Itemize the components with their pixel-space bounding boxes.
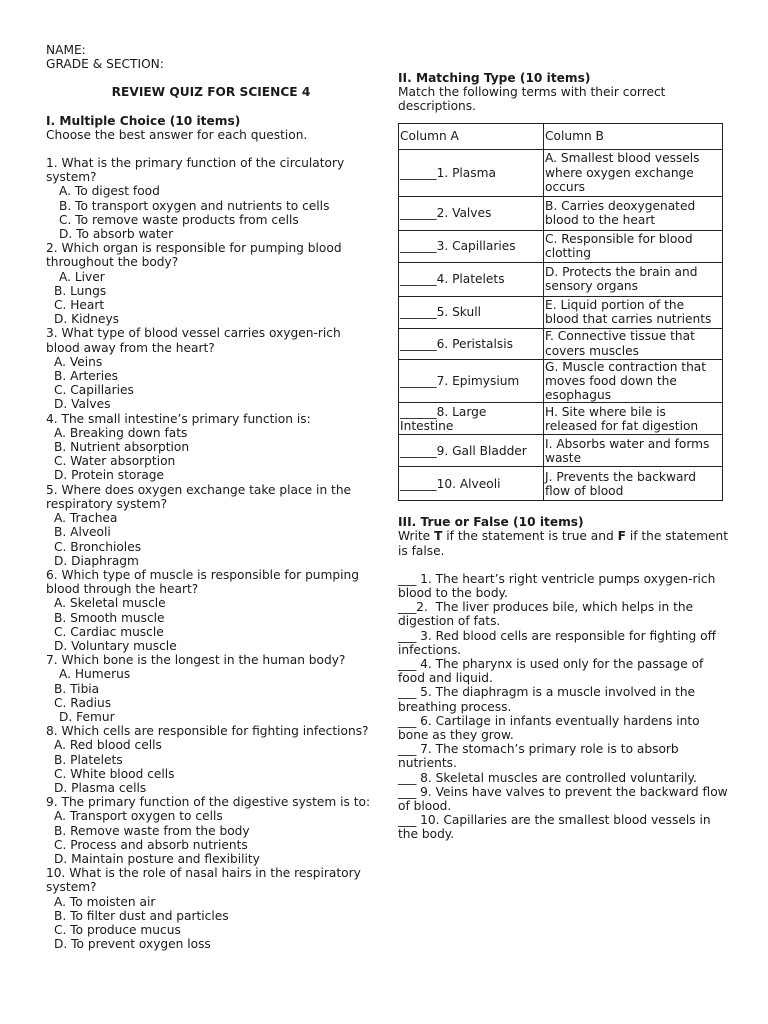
mc-option: A. Liver <box>59 269 105 284</box>
mc-option: C. Radius <box>54 695 112 710</box>
mc-option: C. Water absorption <box>54 454 176 469</box>
mc-option: C. To remove waste products from cells <box>59 212 299 227</box>
mc-option: B. To transport oxygen and nutrients to cells <box>59 198 330 213</box>
mc-option: C. Heart <box>54 298 105 313</box>
mc-option: A. To digest food <box>59 184 160 199</box>
right-column <box>398 71 732 842</box>
mc-option: D. To absorb water <box>59 227 174 242</box>
mc-option: A. Veins <box>54 354 103 369</box>
tf-item: ___2. The liver produces bile, which helps in the digestion of fats. <box>398 600 697 629</box>
column-b-cell: F. Connective tissue that covers muscles <box>544 328 723 359</box>
tf-heading: III. True or False (10 items) <box>398 515 584 530</box>
mc-question: 10. What is the role of nasal hairs in the respiratory system? <box>46 866 365 895</box>
matching-row <box>399 467 723 501</box>
mc-option: C. White blood cells <box>54 766 175 781</box>
mc-option: D. Femur <box>59 709 115 724</box>
mc-option: C. Capillaries <box>54 383 134 398</box>
column-a-cell: ______6. Peristalsis <box>399 328 544 359</box>
matching-row <box>399 359 723 403</box>
mc-option: C. Bronchioles <box>54 539 142 554</box>
column-b-cell: C. Responsible for blood clotting <box>544 230 723 262</box>
mc-question: 5. Where does oxygen exchange take place in the respiratory system? <box>46 482 355 511</box>
tf-instruction-part: if the statement is false. <box>398 529 732 558</box>
matching-header-row <box>399 123 723 149</box>
column-a-cell: ______3. Capillaries <box>399 230 544 262</box>
column-b-cell: G. Muscle contraction that moves food down the esophagus <box>544 359 723 403</box>
matching-table <box>398 123 723 502</box>
mc-instruction: Choose the best answer for each question. <box>46 127 308 142</box>
mc-option: D. Plasma cells <box>54 780 147 795</box>
column-b-cell: D. Protects the brain and sensory organs <box>544 262 723 296</box>
mc-option: B. Remove waste from the body <box>54 823 250 838</box>
mc-question: 6. Which type of muscle is responsible for pumping blood through the heart? <box>46 567 363 597</box>
mc-question: 3. What type of blood vessel carries oxygen-rich blood away from the heart? <box>46 326 345 355</box>
column-a-cell: ______1. Plasma <box>399 149 544 196</box>
column-a-header: Column A <box>399 123 544 149</box>
column-a-cell: ______10. Alveoli <box>399 467 544 501</box>
mc-option: B. Platelets <box>54 752 123 767</box>
tf-item: ___ 1. The heart’s right ventricle pumps oxygen-rich blood to the body. <box>398 571 720 601</box>
tf-item: ___ 7. The stomach’s primary role is to absorb nutrients. <box>398 742 683 771</box>
mc-option: A. Skeletal muscle <box>54 596 166 611</box>
column-b-cell: H. Site where bile is released for fat digestion <box>544 403 723 435</box>
mc-option: D. Protein storage <box>54 468 165 483</box>
matching-row <box>399 262 723 296</box>
column-b-cell: B. Carries deoxygenated blood to the heart <box>544 196 723 230</box>
mc-option: C. Cardiac muscle <box>54 624 164 639</box>
column-a-cell: ______5. Skull <box>399 296 544 328</box>
column-a-cell: ______7. Epimysium <box>399 359 544 403</box>
mc-question-list <box>46 156 376 951</box>
page-title: REVIEW QUIZ FOR SCIENCE 4 <box>111 85 311 100</box>
mc-option: A. Red blood cells <box>54 738 162 753</box>
mc-option: C. Process and absorb nutrients <box>54 837 248 852</box>
grade-section-label: GRADE & SECTION: <box>46 57 164 72</box>
tf-item: ___ 3. Red blood cells are responsible for fighting off infections. <box>398 628 720 657</box>
mc-option: D. Maintain posture and flexibility <box>54 851 260 866</box>
matching-row <box>399 328 723 359</box>
mc-option: B. Tibia <box>54 681 100 696</box>
column-b-header: Column B <box>544 123 723 149</box>
matching-row <box>399 296 723 328</box>
mc-question: 4. The small intestine’s primary function is: <box>46 411 311 426</box>
mc-question: 1. What is the primary function of the circulatory system? <box>46 156 349 185</box>
mc-heading: I. Multiple Choice (10 items) <box>46 113 241 128</box>
name-label: NAME: <box>46 43 86 57</box>
tf-item-list <box>398 571 732 842</box>
tf-instruction <box>398 529 732 558</box>
mc-option: D. Kidneys <box>54 312 120 327</box>
tf-item: ___ 6. Cartilage in infants eventually hardens into bone as they grow. <box>398 713 704 743</box>
column-b-cell: J. Prevents the backward flow of blood <box>544 467 723 501</box>
mc-question: 8. Which cells are responsible for fighting infections? <box>46 724 369 739</box>
matching-instruction: Match the following terms with their correct descriptions. <box>398 85 670 114</box>
column-a-cell: ______8. Large Intestine <box>399 403 544 435</box>
mc-option: C. To produce mucus <box>54 922 181 937</box>
mc-option: B. Arteries <box>54 369 118 384</box>
tf-item: ___ 9. Veins have valves to prevent the backward flow of blood. <box>398 784 732 814</box>
matching-row <box>399 230 723 262</box>
mc-option: B. Lungs <box>54 283 107 298</box>
matching-heading: II. Matching Type (10 items) <box>398 71 591 85</box>
column-b-cell: I. Absorbs water and forms waste <box>544 435 723 467</box>
mc-question: 9. The primary function of the digestive system is to: <box>46 795 371 810</box>
tf-item: ___ 10. Capillaries are the smallest blood vessels in the body. <box>398 813 715 842</box>
tf-item: ___ 5. The diaphragm is a muscle involved in the breathing process. <box>398 685 699 714</box>
tf-instruction-part: Write <box>398 529 435 544</box>
mc-option: D. Diaphragm <box>54 553 139 568</box>
mc-option: D. Valves <box>54 397 111 412</box>
column-a-cell: ______4. Platelets <box>399 262 544 296</box>
mc-option: D. Voluntary muscle <box>54 638 177 653</box>
mc-option: A. Humerus <box>59 667 131 682</box>
tf-item: ___ 8. Skeletal muscles are controlled voluntarily. <box>398 770 697 785</box>
mc-option: B. Nutrient absorption <box>54 440 190 455</box>
mc-option: A. To moisten air <box>54 894 156 909</box>
mc-option: D. To prevent oxygen loss <box>54 937 211 952</box>
mc-option: A. Transport oxygen to cells <box>54 809 223 824</box>
mc-question: 7. Which bone is the longest in the human body? <box>46 653 346 668</box>
matching-row <box>399 149 723 196</box>
column-b-cell: A. Smallest blood vessels where oxygen exchange occurs <box>544 149 723 196</box>
mc-question: 2. Which organ is responsible for pumping blood throughout the body? <box>46 241 346 270</box>
left-column <box>46 43 376 951</box>
mc-option: B. To filter dust and particles <box>54 908 229 923</box>
mc-option: A. Trachea <box>54 511 118 526</box>
mc-option: B. Alveoli <box>54 525 111 540</box>
matching-row <box>399 403 723 435</box>
matching-row <box>399 196 723 230</box>
mc-option: B. Smooth muscle <box>54 610 165 625</box>
tf-instruction-part: if the statement is true and <box>442 529 618 544</box>
tf-instruction-false-letter: F <box>617 529 626 544</box>
tf-item: ___ 4. The pharynx is used only for the passage of food and liquid. <box>398 657 708 686</box>
column-a-cell: ______2. Valves <box>399 196 544 230</box>
column-a-cell: ______9. Gall Bladder <box>399 435 544 467</box>
matching-row <box>399 435 723 467</box>
tf-instruction-true-letter: T <box>434 529 443 544</box>
mc-option: A. Breaking down fats <box>54 425 188 440</box>
column-b-cell: E. Liquid portion of the blood that carries nutrients <box>544 296 723 328</box>
